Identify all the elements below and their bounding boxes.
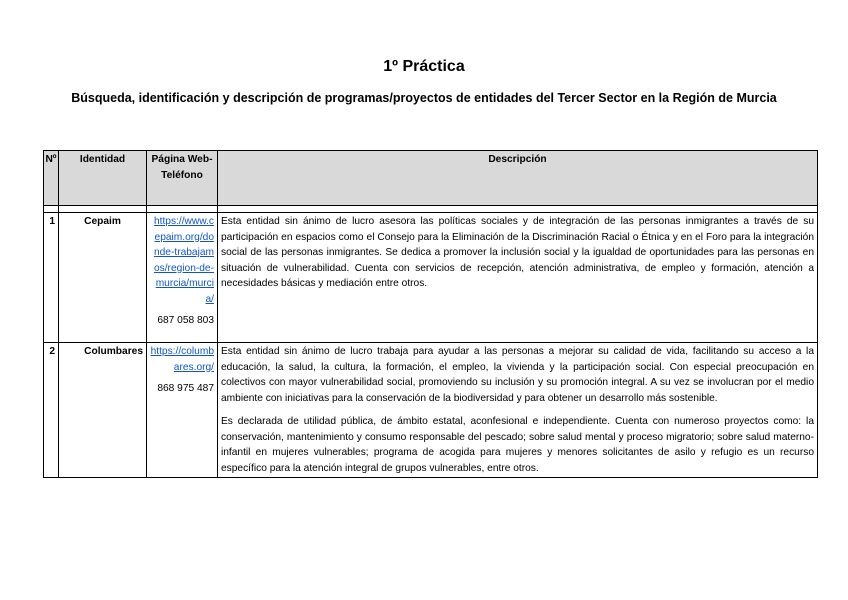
header-web-phone: Página Web-Teléfono bbox=[147, 151, 218, 206]
entity-phone: 868 975 487 bbox=[157, 383, 214, 394]
spacer-cell bbox=[59, 206, 147, 213]
header-description: Descripción bbox=[218, 151, 818, 206]
spacer-cell bbox=[218, 206, 818, 213]
row-web-phone bbox=[147, 213, 218, 343]
description-paragraph: Es declarada de utilidad pública, de ámbito estatal, aconfesional e independiente. Cuenta con numeroso proyectos como: la conservación, mantenimiento y consumo responsable del pescado; sobre salud mental y proceso migratorio; sobre salud materno-infantil en mujeres vulnerables; programa de acogida para mujeres y menores solicitantes de asilo y refugio es un recurso específico para la atención integral de grupos vulnerables, entre otros. bbox=[221, 416, 814, 474]
entities-table bbox=[43, 150, 818, 478]
entity-website-link[interactable]: https://columbares.org/ bbox=[150, 346, 214, 373]
page-title: 1º Práctica bbox=[383, 58, 465, 75]
table-row bbox=[44, 213, 818, 343]
header-number: Nº bbox=[44, 151, 59, 206]
row-description bbox=[218, 213, 818, 343]
table-row bbox=[44, 343, 818, 478]
spacer-cell bbox=[44, 206, 59, 213]
entity-phone: 687 058 803 bbox=[157, 315, 214, 326]
row-identity: Cepaim bbox=[59, 213, 147, 343]
table-header-row bbox=[44, 151, 818, 206]
row-number: 1 bbox=[44, 213, 59, 343]
header-identity: Identidad bbox=[59, 151, 147, 206]
row-web-phone bbox=[147, 343, 218, 478]
entity-website-link[interactable]: https://www.cepaim.org/donde-trabajamos/region-de-murcia/murcia/ bbox=[153, 216, 214, 305]
spacer-cell bbox=[147, 206, 218, 213]
row-number: 2 bbox=[44, 343, 59, 478]
row-description bbox=[218, 343, 818, 478]
page-subtitle: Búsqueda, identificación y descripción de programas/proyectos de entidades del Tercer Sector en la Región de Murcia bbox=[71, 91, 777, 105]
description-paragraph: Esta entidad sin ánimo de lucro trabaja para ayudar a las personas a mejorar su calidad de vida, facilitando su acceso a la educación, la salud, la cultura, la formación, el empleo, la vivienda y la participación social. Con especial preocupación en colectivos con mayor vulnerabilidad social, promoviendo su inclusión y su promoción integral. A su vez se involucran por el medio ambiente con iniciativas para la conservación de la biodiversidad y para obtener un desarrollo más sostenible. bbox=[221, 346, 814, 404]
table-spacer bbox=[44, 206, 818, 213]
description-paragraph: Esta entidad sin ánimo de lucro asesora las políticas sociales y de integración de las personas inmigrantes a través de su participación en espacios como el Consejo para la Eliminación de la Discriminación Racial o Étnica y en el Foro para la integración social de las personas inmigrantes. Se dedica a promover la inclusión social y la igualdad de oportunidades para las personas en situación de vulnerabilidad. Cuenta con servicios de recepción, atención administrativa, de empleo y formación, atención a necesidades básicas y mediación entre otros. bbox=[221, 216, 814, 289]
row-identity: Columbares bbox=[59, 343, 147, 478]
